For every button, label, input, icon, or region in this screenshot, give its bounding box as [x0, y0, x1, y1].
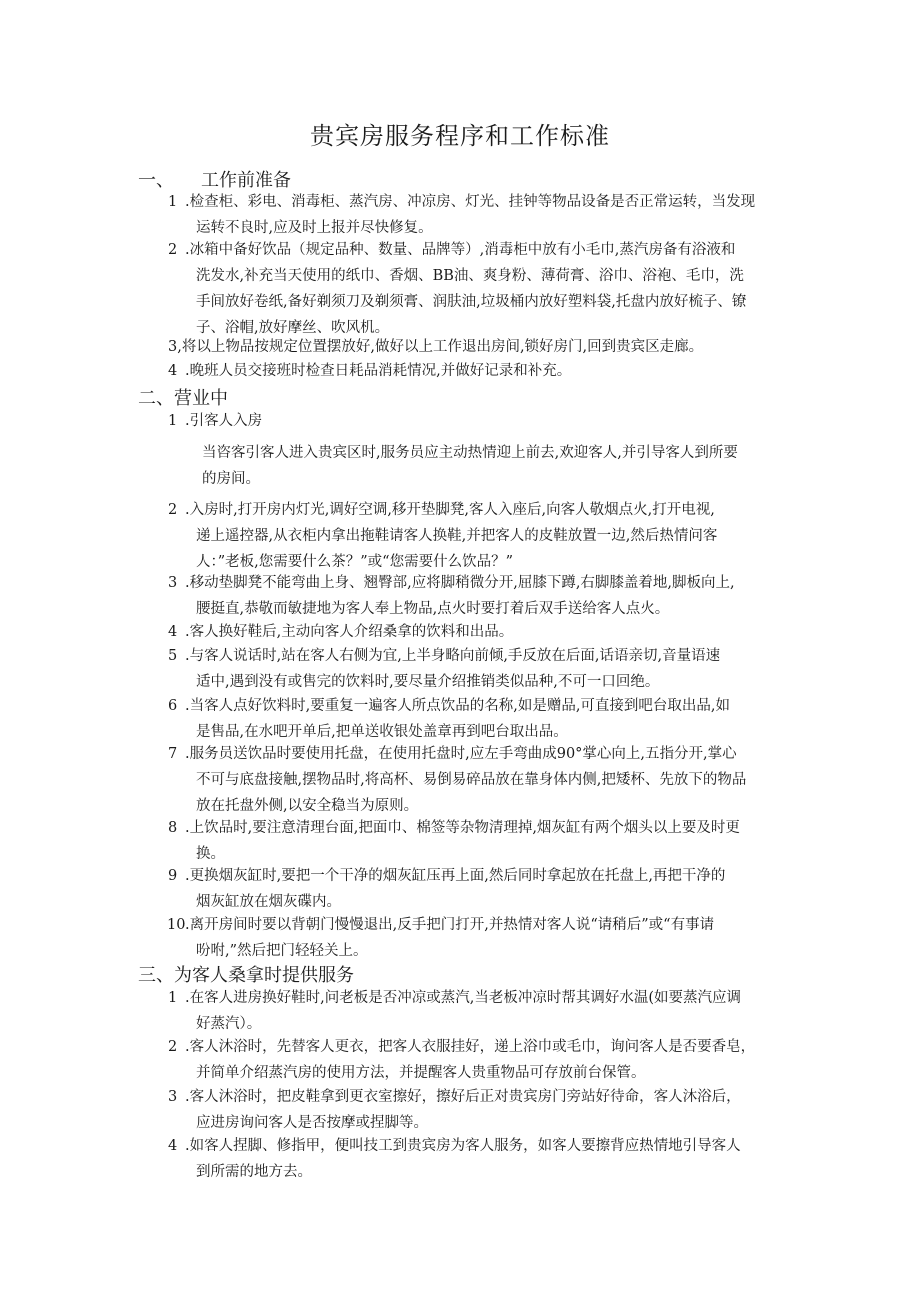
item-line: .如客人捏脚、修指甲，便叫技工到贵宾房为客人服务，如客人要擦背应热情地引导客人 — [185, 1138, 741, 1154]
item-line: 并简单介绍蒸汽房的使用方法，并提醒客人贵重物品可存放前台保管。 — [196, 1065, 646, 1081]
item-line: 运转不良时,应及时上报并尽快修复。 — [196, 220, 433, 236]
list-item — [168, 815, 740, 867]
list-item — [168, 1034, 756, 1086]
item-number: 4 — [168, 1138, 178, 1154]
item-line: .当客人点好饮料时,要重复一遍客人所点饮品的名称,如是赠品,可直接到吧台取出品,如 — [185, 698, 731, 714]
list-item — [168, 408, 263, 434]
list-item — [168, 189, 756, 241]
item-line: .服务员送饮品时要使用托盘，在使用托盘时,应左手弯曲成90°掌心向上,五指分开,掌心 — [185, 746, 737, 762]
item-line: 换。 — [196, 846, 225, 862]
list-item — [168, 358, 572, 384]
item-line: .与客人说话时,站在客人右侧为宜,上半身略向前倾,手反放在后面,话语亲切,音量语速 — [185, 648, 721, 664]
item-line: 吩咐,”然后把门轻轻关上。 — [196, 943, 368, 959]
item-line: 不可与底盘接触,摆物品时,将高杯、易倒易碎品放在靠身体内侧,把矮杯、先放下的物品 — [196, 772, 747, 788]
item-line: .移动垫脚凳不能弯曲上身、翘臀部,应将脚稍微分开,屈膝下蹲,右脚膝盖着地,脚板向上, — [185, 575, 735, 591]
item-line: .在客人进房换好鞋时,问老板是否冲凉或蒸汽,当老板冲凉时帮其调好水温(如要蒸汽应调 — [185, 990, 741, 1006]
item-line: .冰箱中备好饮品（规定品种、数量、品牌等）,消毒柜中放有小毛巾,蒸汽房备有浴液和 — [185, 242, 736, 258]
list-item — [168, 741, 747, 819]
item-number: 3 — [168, 1089, 178, 1105]
item-line: .上饮品时,要注意清理台面,把面巾、棉签等杂物清理掉,烟灰缸有两个烟头以上要及时更 — [185, 820, 740, 836]
item-number: 2 — [168, 502, 178, 518]
list-item — [168, 985, 741, 1037]
item-number: 1 — [168, 990, 178, 1006]
list-item — [202, 440, 738, 492]
item-number: 1 — [168, 194, 178, 210]
item-line: .晚班人员交接班时检查日耗品消耗情况,并做好记录和补充。 — [185, 363, 572, 379]
item-line: 子、浴帽,放好摩丝、吹风机。 — [196, 320, 390, 336]
item-line: 应进房询问客人是否按摩或捏脚等。 — [196, 1115, 428, 1131]
item-number: 10 — [167, 917, 186, 933]
section-heading-preparation: 一、 工作前准备 — [138, 170, 291, 191]
item-number: 8 — [168, 820, 178, 836]
item-line: 人：”老板,您需要什么茶？”或“您需要什么饮品？” — [196, 554, 514, 570]
item-line: .离开房间时要以背朝门慢慢退出,反手把门打开,并热情对客人说“请稍后”或“有事请 — [185, 917, 715, 933]
item-line: 到所需的地方去。 — [196, 1164, 312, 1180]
item-number: 2 — [168, 242, 178, 258]
item-number: 4 — [168, 624, 178, 640]
item-line: 手间放好卷纸,备好剃须刀及剃须膏、润肤油,垃圾桶内放好塑料袋,托盘内放好梳子、镣 — [196, 294, 747, 310]
list-item — [168, 334, 703, 360]
list-item — [168, 619, 514, 645]
item-number: 9 — [168, 868, 178, 884]
list-item — [168, 1133, 741, 1185]
item-line: .入房时,打开房内灯光,调好空调,移开垫脚凳,客人入座后,向客人敬烟点火,打开电视, — [185, 502, 715, 518]
list-item — [168, 693, 731, 745]
item-line: 放在托盘外侧,以安全稳当为原则。 — [196, 798, 419, 814]
item-number: 7 — [168, 746, 178, 762]
list-item — [168, 497, 718, 575]
list-item — [168, 863, 726, 915]
list-item — [168, 570, 735, 622]
list-item — [167, 912, 715, 964]
item-number: 1 — [168, 413, 178, 429]
item-line: 递上遥控器,从衣柜内拿出拖鞋请客人换鞋,并把客人的皮鞋放置一边,然后热情问客 — [196, 528, 718, 544]
item-line: .更换烟灰缸时,要把一个干净的烟灰缸压再上面,然后同时拿起放在托盘上,再把干净的 — [185, 868, 726, 884]
item-number: 5 — [168, 648, 178, 664]
item-number: 3 — [168, 575, 178, 591]
item-line: 是售品,在水吧开单后,把单送收银处盖章再到吧台取出品。 — [196, 724, 568, 740]
item-line: 烟灰缸放在烟灰碟内。 — [196, 894, 341, 910]
item-line: .客人换好鞋后,主动向客人介绍桑拿的饮料和出品。 — [185, 624, 514, 640]
item-line: .客人沐浴时，把皮鞋拿到更衣室擦好，擦好后正对贵宾房门旁站好待命，客人沐浴后， — [185, 1089, 741, 1105]
item-line: 3,将以上物品按规定位置摆放好,做好以上工作退出房间,锁好房门,回到贵宾区走廊。 — [168, 339, 704, 355]
section-heading-sauna-service: 三、为客人桑拿时提供服务 — [138, 965, 354, 986]
item-number: 4 — [168, 363, 178, 379]
item-line: 洗发水,补充当天使用的纸巾、香烟、BB油、爽身粉、薄荷膏、浴巾、浴袍、毛巾，洗 — [196, 268, 744, 284]
item-line: 的房间。 — [202, 471, 260, 487]
item-line: 腰挺直,恭敬而敏捷地为客人奉上物品,点火时要打着后双手送给客人点火。 — [196, 601, 670, 617]
list-item — [168, 237, 747, 341]
item-number: 6 — [168, 698, 178, 714]
item-number: 2 — [168, 1039, 178, 1055]
document-title: 贵宾房服务程序和工作标准 — [310, 122, 610, 150]
list-item — [168, 1084, 741, 1136]
section-heading-in-business: 二、营业中 — [138, 388, 228, 409]
item-line: 适中,遇到没有或售完的饮料时,要尽量介绍推销类似品种,不可一口回绝。 — [196, 674, 660, 690]
list-item — [168, 643, 721, 695]
item-line: 好蒸汽）。 — [196, 1016, 262, 1032]
item-line: .检查柜、彩电、消毒柜、蒸汽房、冲凉房、灯光、挂钟等物品设备是否正常运转，当发现 — [185, 194, 756, 210]
item-line: .客人沐浴时，先替客人更衣，把客人衣服挂好，递上浴巾或毛巾，询问客人是否要香皂， — [185, 1039, 756, 1055]
item-line: .引客人入房 — [185, 413, 263, 429]
item-line: 当咨客引客人进入贵宾区时,服务员应主动热情迎上前去,欢迎客人,并引导客人到所要 — [202, 445, 738, 461]
